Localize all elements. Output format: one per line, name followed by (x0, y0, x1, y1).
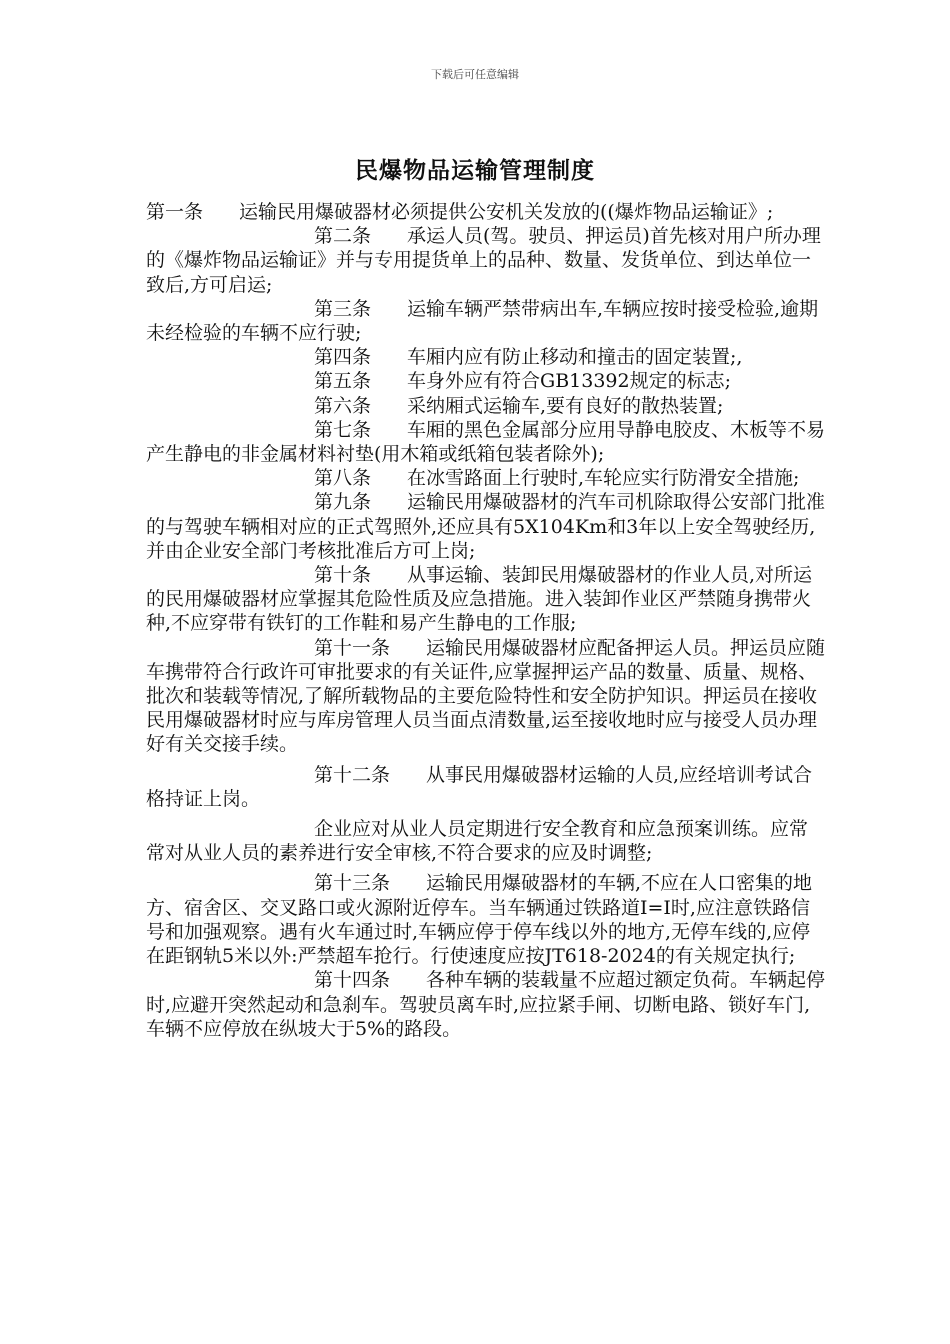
article-text: 运输车辆严禁带病出车,车辆应按时接受检验,逾期未经检验的车辆不应行驶; (146, 297, 819, 345)
article-13 (146, 871, 826, 968)
article-8 (146, 466, 826, 490)
article-text: 运输民用爆破器材的车辆,不应在人口密集的地方、宿舍区、交叉路口或火源附近停车。当车辆通过铁路道I=I时,应注意铁路信号和加强观察。遇有火车通过时,车辆应停于停车线以外的地方,无停车线的,应停在距钢轨5米以外:严禁超车抢行。行使速度应按JT618-2024的有关规定执行; (146, 872, 813, 968)
article-text: 承运人员(驾。驶员、押运员)首先核对用户所办理的《爆炸物品运输证》并与专用提货单上的品种、数量、发货单位、到达单位一致后,方可启运; (146, 225, 821, 296)
article-7 (146, 418, 826, 466)
article-text: 运输民用爆破器材应配备押运人员。押运员应随车携带符合行政许可审批要求的有关证件,应掌握押运产品的数量、质量、规格、批次和装载等情况,了解所载物品的主要危险特性和安全防护知识。押运员在接收民用爆破器材时应与库房管理人员当面点清数量,运至接收地时应与接受人员办理好有关交接手续。 (146, 636, 826, 756)
article-9 (146, 490, 826, 563)
article-label: 第三条 (314, 297, 372, 320)
article-text: 从事运输、装卸民用爆破器材的作业人员,对所运的民用爆破器材应掌握其危险性质及应急措施。进入装卸作业区严禁随身携带火种,不应穿带有铁钉的工作鞋和易产生静电的工作服; (146, 564, 813, 635)
article-text: 从事民用爆破器材运输的人员,应经培训考试合格持证上岗。 (146, 763, 813, 810)
article-14 (146, 968, 826, 1041)
article-10 (146, 563, 826, 636)
article-text: 各种车辆的装载量不应超过额定负荷。车辆起停时,应避开突然起动和急刹车。驾驶员离车时,应拉紧手闸、切断电路、锁好车门,车辆不应停放在纵坡大于5%的路段。 (146, 969, 826, 1040)
article-5 (146, 369, 826, 393)
article-text: 在冰雪路面上行驶时,车轮应实行防滑安全措施; (407, 467, 800, 490)
article-label: 第四条 (314, 346, 372, 369)
article-label: 第十一条 (314, 636, 391, 659)
article-text: 车身外应有符合GB13392规定的标志; (407, 370, 731, 393)
article-label: 第五条 (314, 370, 372, 393)
article-2 (146, 224, 826, 297)
document-body (146, 200, 826, 1041)
article-3 (146, 297, 826, 345)
article-label: 第十四条 (314, 969, 391, 992)
article-1 (146, 200, 826, 224)
article-label: 第十条 (314, 564, 372, 587)
header-note: 下载后可任意编辑 (431, 68, 519, 81)
article-label: 第九条 (314, 491, 372, 514)
article-label: 第十三条 (314, 872, 391, 895)
article-text: 运输民用爆破器材必须提供公安机关发放的((爆炸物品运输证》; (239, 201, 774, 223)
article-label: 第八条 (314, 467, 372, 490)
article-text: 车厢的黑色金属部分应用导静电胶皮、木板等不易产生静电的非金属材料衬垫(用木箱或纸箱包装者除外); (146, 418, 826, 466)
article-text: 车厢内应有防止移动和撞击的固定装置;, (407, 346, 743, 369)
article-11 (146, 636, 826, 757)
article-12 (146, 763, 826, 811)
article-text: 企业应对从业人员定期进行安全教育和应急预案训练。应常常对从业人员的素养进行安全审核,不符合要求的应及时调整; (146, 818, 809, 865)
article-4 (146, 345, 826, 369)
article-text: 采纳厢式运输车,要有良好的散热装置; (407, 394, 724, 417)
document-title: 民爆物品运输管理制度 (355, 157, 595, 184)
article-label: 第一条 (146, 201, 204, 223)
article-label: 第七条 (314, 418, 372, 441)
article-6 (146, 394, 826, 418)
article-label: 第十二条 (314, 763, 391, 786)
article-text: 运输民用爆破器材的汽车司机除取得公安部门批准的与驾驶车辆相对应的正式驾照外,还应具有5X104Km和3年以上安全驾驶经历,并由企业安全部门考核批准后方可上岗; (146, 491, 826, 562)
article-12-continued (146, 817, 826, 865)
article-label: 第六条 (314, 394, 372, 417)
article-label: 第二条 (314, 225, 372, 248)
